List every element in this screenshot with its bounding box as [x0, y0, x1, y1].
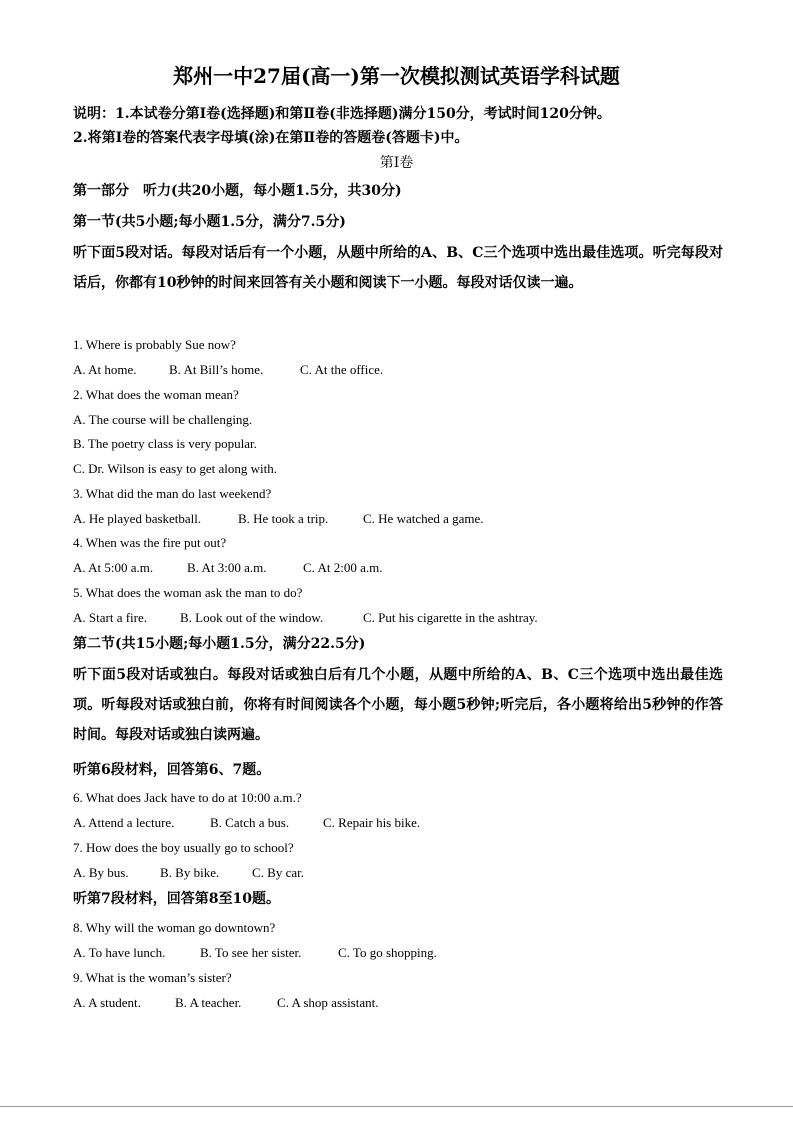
- section1-instructions: 听下面5段对话。每段对话后有一个小题，从题中所给的A、B、C三个选项中选出最佳选项。听完每段对话后，你都有10秒钟的时间来回答有关小题和阅读下一小题。每段对话仅读一遍。: [73, 245, 723, 291]
- page-bottom-divider: [0, 1106, 793, 1107]
- question-7-stem: 7. How does the boy usually go to school?: [73, 840, 294, 855]
- question-4-options: [73, 559, 382, 577]
- material-7-heading: 听第7段材料，回答第8至10题。: [73, 891, 280, 907]
- section2-heading: 第二节(共15小题;每小题1.5分，满分22.5分): [73, 636, 366, 652]
- question-1-options: [73, 361, 383, 379]
- question-3-stem: 3. What did the man do last weekend?: [73, 486, 272, 501]
- q1-option-c: C. At the office.: [300, 362, 384, 377]
- q8-option-c: C. To go shopping.: [338, 945, 437, 960]
- q2-option-b: B. The poetry class is very popular.: [73, 436, 257, 451]
- exam-title: 郑州一中27届(高一)第一次模拟测试英语学科试题: [173, 64, 620, 88]
- section2-instructions: 听下面5段对话或独白。每段对话或独白后有几个小题，从题中所给的A、B、C三个选项中选出最佳选项。听每段对话或独白前，你将有时间阅读各个小题，每小题5秒钟;听完后，各小题将给出5秒钟的作答时间。每段对话或独白读两遍。: [73, 667, 723, 743]
- section1-heading: 第一节(共5小题;每小题1.5分，满分7.5分): [73, 214, 346, 230]
- q5-option-a: A. Start a fire.: [73, 610, 148, 625]
- q6-option-b: B. Catch a bus.: [210, 815, 290, 830]
- question-9-options: [73, 994, 379, 1012]
- q3-option-b: B. He took a trip.: [238, 511, 329, 526]
- question-7-options: [73, 864, 304, 882]
- q5-option-b: B. Look out of the window.: [180, 610, 324, 625]
- q4-option-a: A. At 5:00 a.m.: [73, 560, 154, 575]
- q6-option-c: C. Repair his bike.: [323, 815, 421, 830]
- question-4-stem: 4. When was the fire put out?: [73, 535, 227, 550]
- q1-option-b: B. At Bill’s home.: [169, 362, 264, 377]
- exam-note-1: 说明：1.本试卷分第Ⅰ卷(选择题)和第Ⅱ卷(非选择题)满分150分，考试时间120分钟。: [73, 106, 611, 122]
- q9-option-c: C. A shop assistant.: [277, 995, 379, 1010]
- question-9-stem: 9. What is the woman’s sister?: [73, 970, 232, 985]
- q8-option-b: B. To see her sister.: [200, 945, 302, 960]
- question-5-options: [73, 609, 538, 627]
- q7-option-c: C. By car.: [252, 865, 304, 880]
- q3-option-a: A. He played basketball.: [73, 511, 202, 526]
- question-8-options: [73, 944, 437, 962]
- q9-option-a: A. A student.: [73, 995, 141, 1010]
- q2-option-a: A. The course will be challenging.: [73, 412, 253, 427]
- q4-option-b: B. At 3:00 a.m.: [187, 560, 267, 575]
- material-6-heading: 听第6段材料，回答第6、7题。: [73, 762, 271, 778]
- q5-option-c: C. Put his cigarette in the ashtray.: [363, 610, 538, 625]
- exam-note-2: 2.将第Ⅰ卷的答案代表字母填(涂)在第Ⅱ卷的答题卷(答题卡)中。: [73, 130, 469, 146]
- question-1-stem: 1. Where is probably Sue now?: [73, 337, 236, 352]
- q7-option-a: A. By bus.: [73, 865, 129, 880]
- q7-option-b: B. By bike.: [160, 865, 220, 880]
- q3-option-c: C. He watched a game.: [363, 511, 484, 526]
- question-6-options: [73, 814, 420, 832]
- question-6-stem: 6. What does Jack have to do at 10:00 a.m.?: [73, 790, 302, 805]
- question-8-stem: 8. Why will the woman go downtown?: [73, 920, 276, 935]
- part1-heading: 第一部分 听力(共20小题，每小题1.5分，共30分): [73, 183, 402, 199]
- q6-option-a: A. Attend a lecture.: [73, 815, 175, 830]
- q9-option-b: B. A teacher.: [175, 995, 242, 1010]
- q2-option-c: C. Dr. Wilson is easy to get along with.: [73, 461, 277, 476]
- volume-label: 第Ⅰ卷: [379, 155, 414, 171]
- q4-option-c: C. At 2:00 a.m.: [303, 560, 383, 575]
- q8-option-a: A. To have lunch.: [73, 945, 166, 960]
- question-2-stem: 2. What does the woman mean?: [73, 387, 239, 402]
- question-3-options: [73, 510, 484, 528]
- q1-option-a: A. At home.: [73, 362, 137, 377]
- question-5-stem: 5. What does the woman ask the man to do?: [73, 585, 303, 600]
